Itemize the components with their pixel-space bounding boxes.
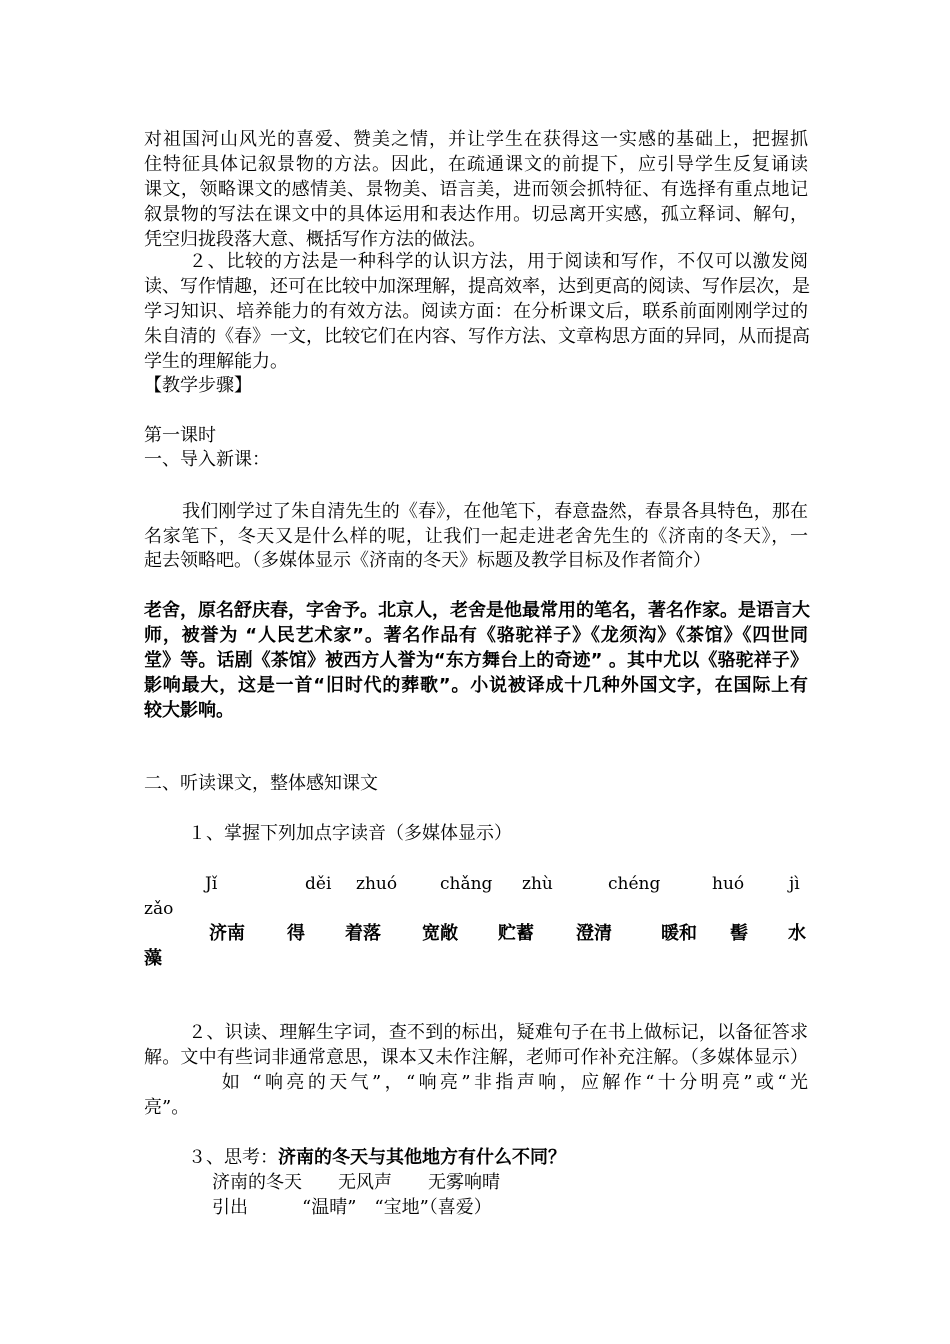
vocab-word: 着落 <box>345 923 381 944</box>
vocab-word: 得 <box>287 923 305 944</box>
vocab-word: 暖和 <box>661 923 697 944</box>
paragraph-line: 凭空归拢段落大意、概括写作方法的做法。 <box>144 229 486 250</box>
pinyin-reading: jì <box>789 874 800 894</box>
item3-question: 济南的冬天与其他地方有什么不同？ <box>278 1147 566 1168</box>
vocab-word: 贮蓄 <box>498 923 534 944</box>
paragraph-line: ２、比较的方法是一种科学的认识方法，用于阅读和写作，不仅可以激发阅 <box>170 251 808 272</box>
vocab-word: 济南 <box>209 923 245 944</box>
pinyin-reading: chǎng <box>440 874 493 894</box>
vocab-word: 宽敞 <box>422 923 458 944</box>
section-heading-steps: 【教学步骤】 <box>144 375 252 396</box>
item2-line: 如 “响亮的天气”，“响亮”非指声响，应解作“十分明亮”或“光 <box>170 1072 808 1093</box>
paragraph-line: 朱自清的《春》一文，比较它们在内容、写作方法、文章构思方面的异同，从而提高 <box>144 326 810 347</box>
section1-title: 一、导入新课： <box>144 449 270 470</box>
item1-heading: １、掌握下列加点字读音（多媒体显示） <box>188 823 512 844</box>
paragraph-line: 学习知识、培养能力的有效方法。阅读方面：在分析课文后，联系前面刚刚学过的 <box>144 301 808 322</box>
author-bio-line: 堂》等。话剧《茶馆》被西方人誉为“东方舞台上的奇迹” 。其中尤以《骆驼祥子》 <box>144 650 808 671</box>
pinyin-reading: zhuó <box>356 874 398 894</box>
vocab-word: 澄清 <box>576 923 612 944</box>
intro-line: 名家笔下，冬天又是什么样的呢，让我们一起走进老舍先生的《济南的冬天》，一 <box>144 526 808 547</box>
pinyin-reading: Jǐ <box>205 874 218 894</box>
vocab-word: 水 <box>788 923 806 944</box>
paragraph-line: 读、写作情趣，还可在比较中加深理解，提高效率，达到更高的阅读、写作层次，是 <box>144 276 810 297</box>
author-bio-line: 师，被誉为 “人民艺术家”。著名作品有《骆驼祥子》《龙须沟》《茶馆》《四世同 <box>144 625 808 646</box>
pinyin-reading: děi <box>305 874 332 894</box>
author-bio-line: 较大影响。 <box>144 700 234 721</box>
paragraph-line: 叙景物的写法在课文中的具体运用和表达作用。切忌离开实感，孤立释词、解句， <box>144 204 808 225</box>
author-bio-line: 老舍，原名舒庆春，字舍予。北京人，老舍是他最常用的笔名，著名作家。是语言大 <box>144 600 810 621</box>
item3-line: 引出 “温晴” “宝地”（喜爱） <box>212 1197 492 1218</box>
paragraph-line: 住特征具体记叙景物的方法。因此，在疏通课文的前提下，应引导学生反复诵读 <box>144 154 808 175</box>
paragraph-line: 学生的理解能力。 <box>144 351 288 372</box>
pinyin-reading: chéng <box>608 874 661 894</box>
item3-line: 济南的冬天 无风声 无雾响晴 <box>212 1172 500 1193</box>
section2-title: 二、听读课文，整体感知课文 <box>144 773 378 794</box>
pinyin-reading: zhù <box>522 874 553 894</box>
item3-heading <box>188 1146 808 1170</box>
lesson-title: 第一课时 <box>144 425 216 446</box>
item2-line: 亮”。 <box>144 1097 190 1118</box>
pinyin-reading: zǎo <box>144 899 174 919</box>
pinyin-reading: huó <box>712 874 745 894</box>
intro-line: 起去领略吧。（多媒体显示《济南的冬天》标题及教学目标及作者简介） <box>144 550 711 571</box>
item2-line: ２、识读、理解生字词，查不到的标出，疑难句子在书上做标记，以备征答求 <box>170 1022 808 1043</box>
author-bio-line: 影响最大，这是一首“旧时代的葬歌”。小说被译成十几种外国文字，在国际上有 <box>144 675 808 696</box>
vocab-word: 藻 <box>144 948 162 969</box>
intro-line: 我们刚学过了朱自清先生的《春》，在他笔下，春意盎然，春景各具特色，那在 <box>164 501 808 522</box>
paragraph-line: 对祖国河山风光的喜爱、赞美之情，并让学生在获得这一实感的基础上，把握抓 <box>144 129 808 150</box>
paragraph-line: 课文，领略课文的感情美、景物美、语言美，进而领会抓特征、有选择有重点地记 <box>144 179 808 200</box>
vocab-word: 髻 <box>730 923 748 944</box>
item2-line: 解。文中有些词非通常意思，课本又未作注解，老师可作补充注解。（多媒体显示） <box>144 1047 808 1068</box>
item3-label: ３、思考： <box>188 1147 278 1168</box>
